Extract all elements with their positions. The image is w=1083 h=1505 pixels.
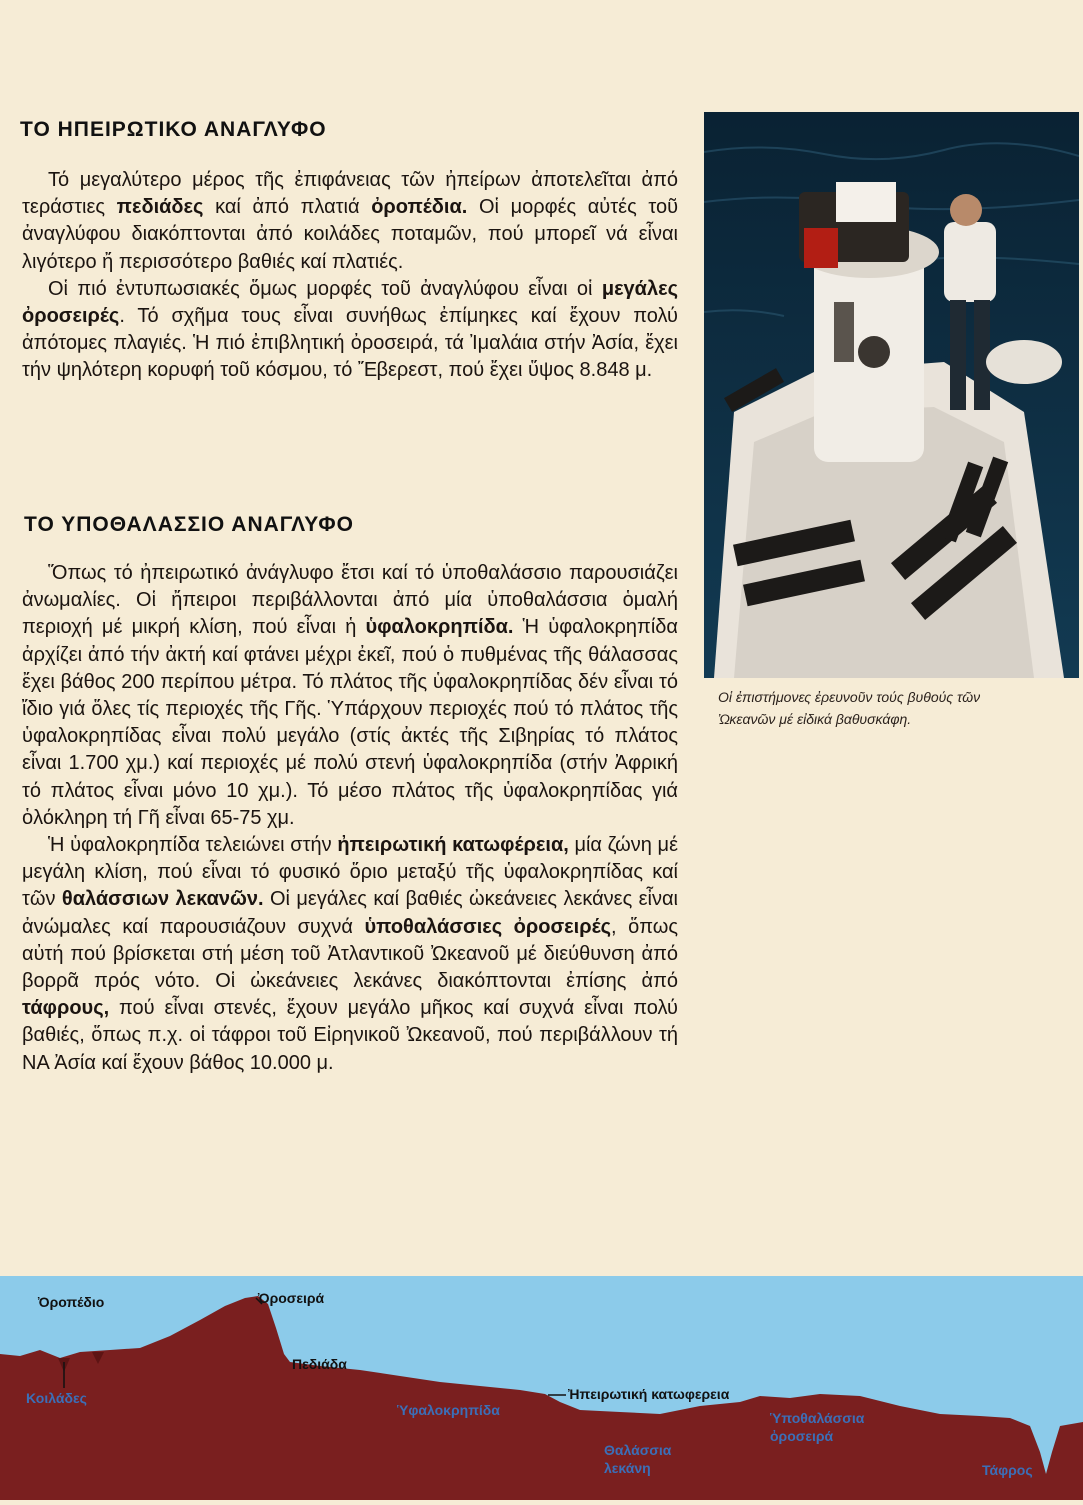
paragraph: Ἡ ὑφαλοκρηπίδα τελειώνει στήν ἠπειρωτική κατωφέρεια, μία ζώνη μέ μεγάλη κλίση, πού εἶναι τό φυσικό ὅριο μεταξύ τῆς ὑφαλοκρηπίδας καί τῶν θαλάσσιων λεκανῶν. Οἱ μεγάλες καί βαθιές ὠκεάνειες λεκάνες εἶναι ἀνώμαλες καί παρουσιάζουν συχνά ὑποθαλάσσιες ὀροσειρές, ὅπως αὐτή πού βρίσκεται στή μέση τοῦ Ἀτλαντικοῦ Ὠκεανοῦ μέ διεύθυνση ἀπό βορρᾶ πρός νότο. Οἱ ὠκεάνειες λεκάνες διακόπτονται ἐπίσης ἀπό τάφρους, πού εἶναι στενές, ἔχουν μεγάλο μῆκος καί συχνά εἶναι πολύ βαθιές, ὅπως π.χ. οἱ τάφροι τοῦ Εἰρηνικοῦ Ὠκεανοῦ, πού περιβάλλουν τή ΝΑ Ἀσία καί ἔχουν βάθος 10.000 μ. (22, 834, 678, 1074)
continental-relief-text (22, 167, 678, 385)
label-undersea-ridge-line2: ὀροσειρά (770, 1428, 834, 1444)
undersea-relief-text (22, 560, 678, 1077)
label-continental-shelf: Ὑφαλοκρηπίδα (397, 1402, 500, 1418)
label-ocean-basin-line2: λεκάνη (604, 1460, 651, 1476)
term-continental-shelf: ὑφαλοκρηπίδα. (365, 616, 514, 639)
label-ocean-basin-line1: Θαλάσσια (604, 1442, 672, 1458)
cross-section-svg (0, 1276, 1083, 1500)
label-continental-slope: Ἠπειρωτική κατωφερεια (568, 1386, 730, 1402)
relief-cross-section-diagram (0, 1276, 1083, 1500)
label-valleys: Κοιλάδες (26, 1390, 87, 1406)
paragraph: Τό μεγαλύτερο μέρος τῆς ἐπιφάνειας τῶν ἠπείρων ἀποτελεῖται ἀπό τεράστιες πεδιάδες καί ἀπό πλατιά ὀροπέδια. Οἱ μορφές αὐτές τοῦ ἀναγλύφου διακόπτονται ἀπό κοιλάδες ποταμῶν, πού μπορεῖ νά εἶναι λιγότερο ἤ περισσότερο βαθιές καί πλατιές. (22, 169, 679, 273)
bathyscaphe-illustration (704, 112, 1079, 678)
label-trench: Τάφρος (982, 1462, 1033, 1478)
term-plains: πεδιάδες (116, 196, 204, 219)
term-plateaus: ὀροπέδια. (371, 196, 468, 219)
label-mountain-range: Ὀροσειρά (258, 1290, 325, 1306)
term-ocean-basins: θαλάσσιων λεκανῶν. (61, 888, 264, 911)
term-continental-slope: ἠπειρωτική κατωφέρεια, (337, 834, 569, 857)
paragraph: Οἱ πιό ἐντυπωσιακές ὅμως μορφές τοῦ ἀναγλύφου εἶναι οἱ μεγάλες ὀροσειρές. Τό σχῆμα τους εἶναι συνήθως ἐπίμηκες καί ἔχουν πολύ ἀπότομες πλαγιές. Ἡ πιό ἐπιβλητική ὀροσειρά, τά Ἰμαλάια στήν Ἀσία, ἔχει τήν ψηλότερη κορυφή τοῦ κόσμου, τό Ἔβερεστ, πού ἔχει ὕψος 8.848 μ. (22, 277, 678, 382)
label-undersea-ridge-line1: Ὑποθαλάσσια (770, 1410, 865, 1426)
photo-caption: Οἱ ἐπιστήμονες ἐρευνοῦν τούς βυθούς τῶν Ὠκεανῶν μέ εἰδικά βαθυσκάφη. (718, 689, 981, 727)
label-plain: Πεδιάδα (292, 1356, 347, 1372)
bathyscaphe-photo (704, 112, 1079, 678)
section-title-undersea-relief: ΤΟ ΥΠΟΘΑΛΑΣΣΙΟ ΑΝΑΓΛΥΦΟ (24, 513, 354, 536)
term-mountain-ranges: μεγάλες ὀροσειρές (22, 277, 678, 328)
section-title-continental-relief: ΤΟ ΗΠΕΙΡΩΤΙΚΟ ΑΝΑΓΛΥΦΟ (20, 118, 327, 141)
term-undersea-ridges: ὑποθαλάσσιες ὀροσειρές (364, 915, 612, 938)
label-plateau: Ὀροπέδιο (38, 1294, 105, 1310)
term-trenches: τάφρους, (22, 997, 110, 1020)
paragraph: Ὅπως τό ἠπειρωτικό ἀνάγλυφο ἔτσι καί τό ὑποθαλάσσιο παρουσιάζει ἀνωμαλίες. Οἱ ἤπειροι περιβάλλονται ἀπό μία ὑποθαλάσσια ὁμαλή περιοχή μέ μικρή κλίση, πού εἶναι ἡ ὑφαλοκρηπίδα. Ἡ ὑφαλοκρηπίδα ἀρχίζει ἀπό τήν ἀκτή καί φτάνει μέχρι ἐκεῖ, πού ὁ πυθμένας τῆς θάλασσας ἔχει βάθος 200 περίπου μέτρα. Τό πλάτος τῆς ὑφαλοκρηπίδας δέν εἶναι τό ἴδιο γιά ὅλες τίς περιοχές τῆς Γῆς. Ὑπάρχουν περιοχές πού τό πλάτος τῆς ὑφαλοκρηπίδας εἶναι πολύ μεγάλο (στίς ἀκτές τῆς Σιβηρίας τό πλάτος εἶναι 1.700 χμ.) καί περιοχές μέ πολύ στενή ὑφαλοκρηπίδα (στήν Ἀφρική τό πλάτος εἶναι μόνο 10 χμ.). Τό μέσο πλάτος τῆς ὑφαλοκρηπίδας γιά ὁλόκληρη τή Γῆ εἶναι 65-75 χμ. (22, 562, 678, 829)
